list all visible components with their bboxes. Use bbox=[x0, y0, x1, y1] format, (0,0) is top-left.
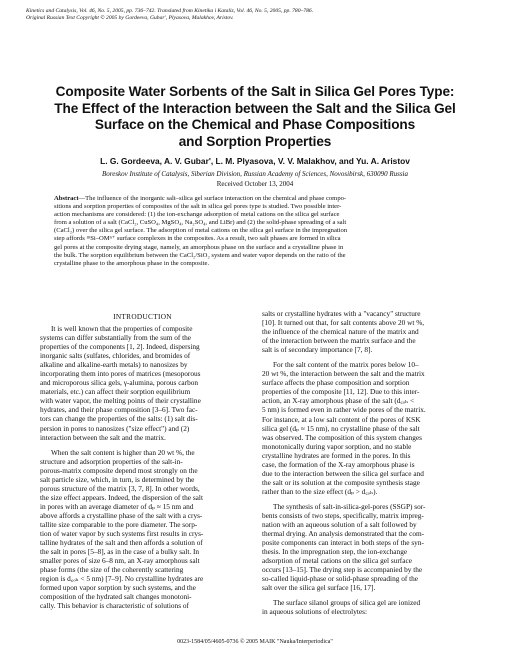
journal-header-line-2: Original Russian Text Copyright © 2005 by Gordeeva, Gubar', Plyasova, Malakhov, Aristov. bbox=[26, 15, 234, 21]
text-line: the salt or its solution at the composite synthesis stage bbox=[262, 477, 420, 487]
text-line: structure and adsorption properties of the salt-in- bbox=[40, 456, 183, 466]
title-line-1: Composite Water Sorbents of the Salt in Silica Gel Pores Type: bbox=[55, 84, 455, 99]
paragraph bbox=[262, 598, 467, 616]
abstract-line: (CaCl₂) over the silica gel surface. The adsorption of metal cations on the silica gel surface in the impregnation bbox=[54, 227, 348, 235]
text-line: 5 nm) is formed even in rather wide pores of the matrix. bbox=[262, 405, 426, 415]
text-line: due to the interaction between the silica gel surface and bbox=[262, 468, 424, 478]
text-line: in pores with an average diameter of dₚ ≈ 15 nm and bbox=[40, 501, 194, 511]
text-line: [10]. It turned out that, for salt contents above 20 wt %, bbox=[262, 318, 425, 328]
authors: L. G. Gordeeva, A. V. Gubar', L. M. Plyasova, V. V. Malakhov, and Yu. A. Aristov bbox=[100, 156, 410, 166]
paper-title bbox=[20, 84, 490, 150]
paragraph bbox=[40, 324, 245, 442]
text-line: surface affects the phase composition and sorption bbox=[262, 378, 410, 388]
text-line: the size effect appears. Indeed, the dispersion of the salt bbox=[40, 492, 203, 502]
text-line: salt particle size, which, in turn, is determined by the bbox=[40, 474, 195, 484]
text-line: occurs [13–15]. The drying step is accompanied by the bbox=[262, 565, 423, 575]
text-line: salt over the silica gel surface [16, 17]. bbox=[262, 583, 376, 593]
copyright-footer: 0023-1584/05/4605-0736 © 2005 MAIK "Nauka/Interperiodica" bbox=[177, 639, 333, 645]
text-line: with water vapor, the melting points of their crystalline bbox=[40, 396, 201, 406]
text-line: case, the formation of the X-ray amorphous phase is bbox=[262, 459, 415, 469]
abstract-line: from a solution of a salt (CaCl₂, CuSO₄, MgSO₄, Na₂SO₄, and LiBr) and (2) the solid-phase spreading of a salt bbox=[54, 219, 347, 227]
received-date: Received October 13, 2004 bbox=[216, 180, 294, 188]
journal-header bbox=[26, 8, 313, 22]
text-line: of the interaction between the matrix surface and the bbox=[262, 336, 416, 346]
abstract-body bbox=[54, 203, 460, 268]
text-line: inorganic salts (sulfates, chlorides, and bromides of bbox=[40, 351, 191, 361]
text-line: When the salt content is higher than 20 wt %, the bbox=[51, 447, 195, 457]
text-line: thesis. In the impregnation step, the ion-exchange bbox=[262, 547, 408, 557]
text-line: salts or crystalline hydrates with a "vacancy" structure bbox=[262, 309, 421, 318]
text-line: For the salt content of the matrix pores below 10– bbox=[273, 360, 419, 370]
title-line-2: The Effect of the Interaction between the Salt and the Silica Gel bbox=[54, 100, 456, 116]
text-line: talline hydrates of the salt and then affords a solution of bbox=[40, 538, 203, 548]
text-line: so-called liquid-phase or solid-phase spreading of the bbox=[262, 574, 419, 584]
journal-header-line-1: Kinetics and Catalysis, Vol. 46, No. 5, 2005, pp. 736–742. Translated from Kinetika i Kataliz, Vol. 46, No. 5, 2005, pp. 780–786. bbox=[26, 8, 314, 14]
paragraph bbox=[40, 448, 245, 611]
text-line: incorporating them into pores of matrices (mesoporous bbox=[40, 369, 201, 379]
text-line: tors can change the properties of the salts: (1) salt dis- bbox=[40, 414, 198, 424]
left-column bbox=[40, 324, 245, 610]
abstract-line: action mechanisms are considered: (1) the ion-exchange adsorption of metal cations on the silica gel surface bbox=[54, 211, 340, 219]
paragraph bbox=[262, 360, 467, 496]
abstract-label: Abstract bbox=[54, 195, 79, 202]
text-line: tallite size comparable to the pore diameter. The sorp- bbox=[40, 519, 198, 529]
text-line: thermal drying. An analysis demonstrated that the com- bbox=[262, 529, 425, 539]
section-heading-introduction: INTRODUCTION bbox=[113, 312, 172, 321]
text-line: porous-matrix composite depend most strongly on the bbox=[40, 465, 198, 475]
text-line: bents consists of two steps, specifically, matrix impreg- bbox=[262, 510, 424, 520]
text-line: the salt in pores [5–8], as in the case of a bulky salt. In bbox=[40, 547, 200, 557]
paragraph bbox=[262, 309, 467, 354]
text-line: tion of water vapor by such systems first results in crys- bbox=[40, 529, 204, 539]
abstract-line: the bulk. The sorption equilibrium between the CaCl₂/SiO₂ system and water vapor depends on the ratio of the bbox=[54, 251, 346, 259]
abstract-line: sitions and sorption properties of composites of the salt in silica gel pores type is studied. Two possible inter- bbox=[54, 203, 342, 211]
text-line: the influence of the chemical nature of the matrix and bbox=[262, 327, 419, 337]
text-line: properties of the components [1, 2]. Indeed, dispersing bbox=[40, 342, 200, 352]
text-line: The synthesis of salt-in-silica-gel-pores (SSGP) sor- bbox=[273, 501, 426, 511]
text-line: adsorption of metal cations on the silica gel surface bbox=[262, 556, 412, 566]
text-line: For instance, at a low salt content of the pores of KSK bbox=[262, 414, 421, 424]
text-line: 20 wt %, the interaction between the salt and the matrix bbox=[262, 369, 425, 379]
text-line: formed upon vapor sorption by such systems, and the bbox=[40, 583, 196, 593]
text-line: composition of the hydrated salt changes monotoni- bbox=[40, 592, 192, 602]
paragraph bbox=[262, 502, 467, 592]
text-line: was observed. The composition of this system changes bbox=[262, 432, 422, 442]
text-line: It is well known that the properties of composite bbox=[51, 324, 193, 333]
text-line: nation with an aqueous solution of a salt followed by bbox=[262, 520, 417, 530]
abstract-line: gel pores at the composite drying stage, namely, an amorphous phase on the surface and a crystalline phase in bbox=[54, 243, 344, 251]
text-line: in aqueous solutions of electrolytes: bbox=[262, 607, 367, 617]
text-line: smaller pores of size 6–8 nm, an X-ray amorphous salt bbox=[40, 556, 200, 566]
text-line: alkaline and alkaline-earth metals) to nanosizes by bbox=[40, 360, 188, 370]
abstract-first-line bbox=[54, 195, 460, 203]
abstract-text-start: —The influence of the inorganic salt–silica gel surface interaction on the chemical and phase compo- bbox=[78, 195, 347, 202]
abstract-line: crystalline phase to the amorphous phase in the composite. bbox=[54, 259, 210, 267]
text-line: interaction between the salt and the matrix. bbox=[40, 432, 166, 442]
text-line: cally. This behavior is characteristic of solutions of bbox=[40, 601, 189, 611]
text-line: monotonically during vapor sorption, and no stable bbox=[262, 441, 412, 451]
text-line: systems can differ substantially from the sum of the bbox=[40, 333, 192, 343]
text-line: materials, etc.) can affect their sorption equilibrium bbox=[40, 387, 191, 397]
text-line: hydrates, and their phase composition [3–6]. Two fac- bbox=[40, 405, 198, 415]
text-line: crystalline hydrates are formed in the pores. In this bbox=[262, 450, 411, 460]
text-line: phase forms (the size of the coherently scattering bbox=[40, 565, 184, 575]
text-line: persion in pores to nanosizes ("size effect") and (2) bbox=[40, 423, 190, 433]
text-line: The surface silanol groups of silica gel are ionized bbox=[273, 598, 421, 608]
text-line: porous structure of the matrix [3, 7, 8]. In other words, bbox=[40, 483, 200, 493]
text-line: rather than to the size effect (dₚ > d꜀ₒₕ). bbox=[262, 486, 378, 496]
affiliation: Boreskov Institute of Catalysis, Siberian Division, Russian Academy of Sciences, Novosibirsk, 630090 Russia bbox=[101, 170, 409, 178]
right-column bbox=[262, 309, 467, 617]
text-line: action, an X-ray amorphous phase of the salt (d꜀ₒₕ < bbox=[262, 396, 415, 406]
text-line: region is d꜀ₒₕ < 5 nm) [7–9]. No crystalline hydrates are bbox=[40, 574, 204, 584]
abstract-line: step affords ≡Si–OMⁿ⁺ surface complexes in the composites. As a result, two salt phases are formed in silica bbox=[54, 235, 341, 243]
text-line: properties of the composite [11, 12]. Due to this inter- bbox=[262, 387, 420, 397]
text-line: silica gel (dₚ ≈ 15 nm), no crystalline phase of the salt bbox=[262, 423, 420, 433]
title-line-4: and Sorption Properties bbox=[178, 133, 332, 149]
abstract bbox=[54, 195, 460, 268]
text-line: and microporous silica gels, γ-alumina, porous carbon bbox=[40, 378, 199, 388]
text-line: posite components can interact in both steps of the syn- bbox=[262, 538, 424, 548]
title-line-3: Surface on the Chemical and Phase Compositions bbox=[94, 117, 416, 132]
text-line: salt is of secondary importance [7, 8]. bbox=[262, 345, 373, 355]
text-line: above affords a crystalline phase of the salt with a crys- bbox=[40, 510, 203, 520]
